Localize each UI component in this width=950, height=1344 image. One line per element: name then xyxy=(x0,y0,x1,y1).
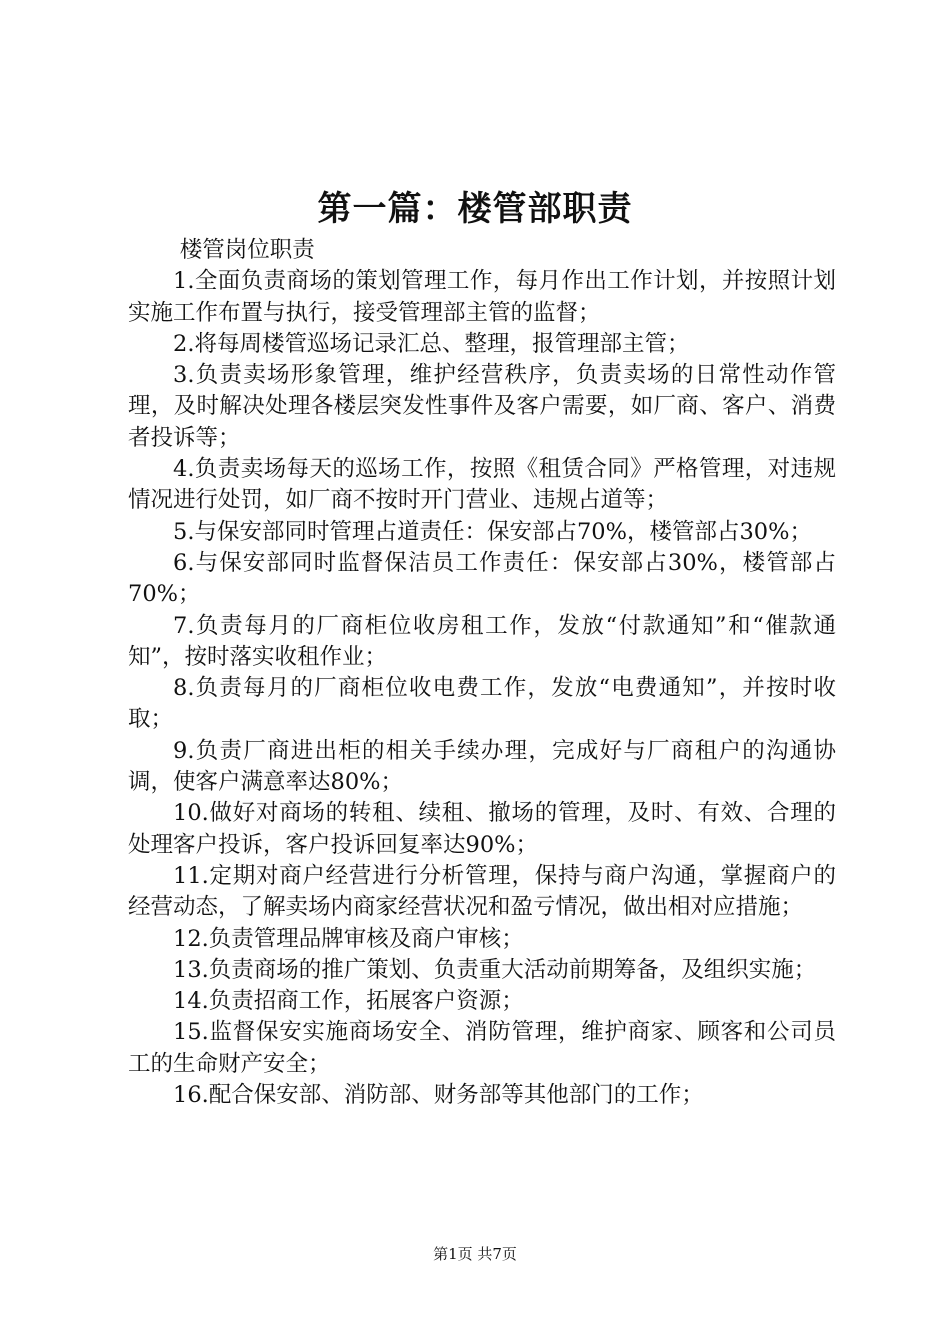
section-subtitle: 楼管岗位职责 xyxy=(179,237,315,263)
document-body xyxy=(128,235,836,1111)
duty-item-6: 6.与保安部同时监督保洁员工作责任：保安部占30%，楼管部占70%； xyxy=(128,549,836,608)
duty-item-16: 16.配合保安部、消防部、财务部等其他部门的工作； xyxy=(173,1082,704,1109)
duty-item-13: 13.负责商场的推广策划、负责重大活动前期筹备，及组织实施； xyxy=(173,956,817,983)
page-number-footer: 第1页 共7页 xyxy=(433,1245,517,1263)
duty-item-12: 12.负责管理品牌审核及商户审核； xyxy=(173,925,524,952)
duty-item-9: 9.负责厂商进出柜的相关手续办理，完成好与厂商租户的沟通协调，使客户满意率达80%； xyxy=(128,737,836,796)
duty-item-10: 10.做好对商场的转租、续租、撤场的管理，及时、有效、合理的处理客户投诉，客户投诉回复率达90%； xyxy=(128,800,836,858)
duty-item-5: 5.与保安部同时管理占道责任：保安部占70%，楼管部占30%； xyxy=(173,518,812,545)
duty-item-3: 3.负责卖场形象管理，维护经营秩序，负责卖场的日常性动作管理，及时解决处理各楼层突发性事件及客户需要，如厂商、客户、消费者投诉等； xyxy=(128,362,836,451)
duty-item-15: 15.监督保安实施商场安全、消防管理，维护商家、顾客和公司员工的生命财产安全； xyxy=(128,1019,836,1077)
document-title: 第一篇：楼管部职责 xyxy=(317,189,633,229)
duty-item-4: 4.负责卖场每天的巡场工作，按照《租赁合同》严格管理，对违规情况进行处罚，如厂商不按时开门营业、违规占道等； xyxy=(128,456,836,514)
duty-item-11: 11.定期对商户经营进行分析管理，保持与商户沟通，掌握商户的经营动态，了解卖场内商家经营状况和盈亏情况，做出相对应措施； xyxy=(128,862,836,921)
duty-item-8: 8.负责每月的厂商柜位收电费工作，发放“电费通知”，并按时收取； xyxy=(128,675,836,733)
duty-item-2: 2.将每周楼管巡场记录汇总、整理，报管理部主管； xyxy=(173,330,690,357)
duty-item-1: 1.全面负责商场的策划管理工作，每月作出工作计划，并按照计划实施工作布置与执行，接受管理部主管的监督； xyxy=(128,268,836,326)
duty-item-14: 14.负责招商工作，拓展客户资源； xyxy=(173,988,524,1015)
duty-item-7: 7.负责每月的厂商柜位收房租工作，发放“付款通知”和“催款通知”，按时落实收租作业； xyxy=(128,612,836,670)
